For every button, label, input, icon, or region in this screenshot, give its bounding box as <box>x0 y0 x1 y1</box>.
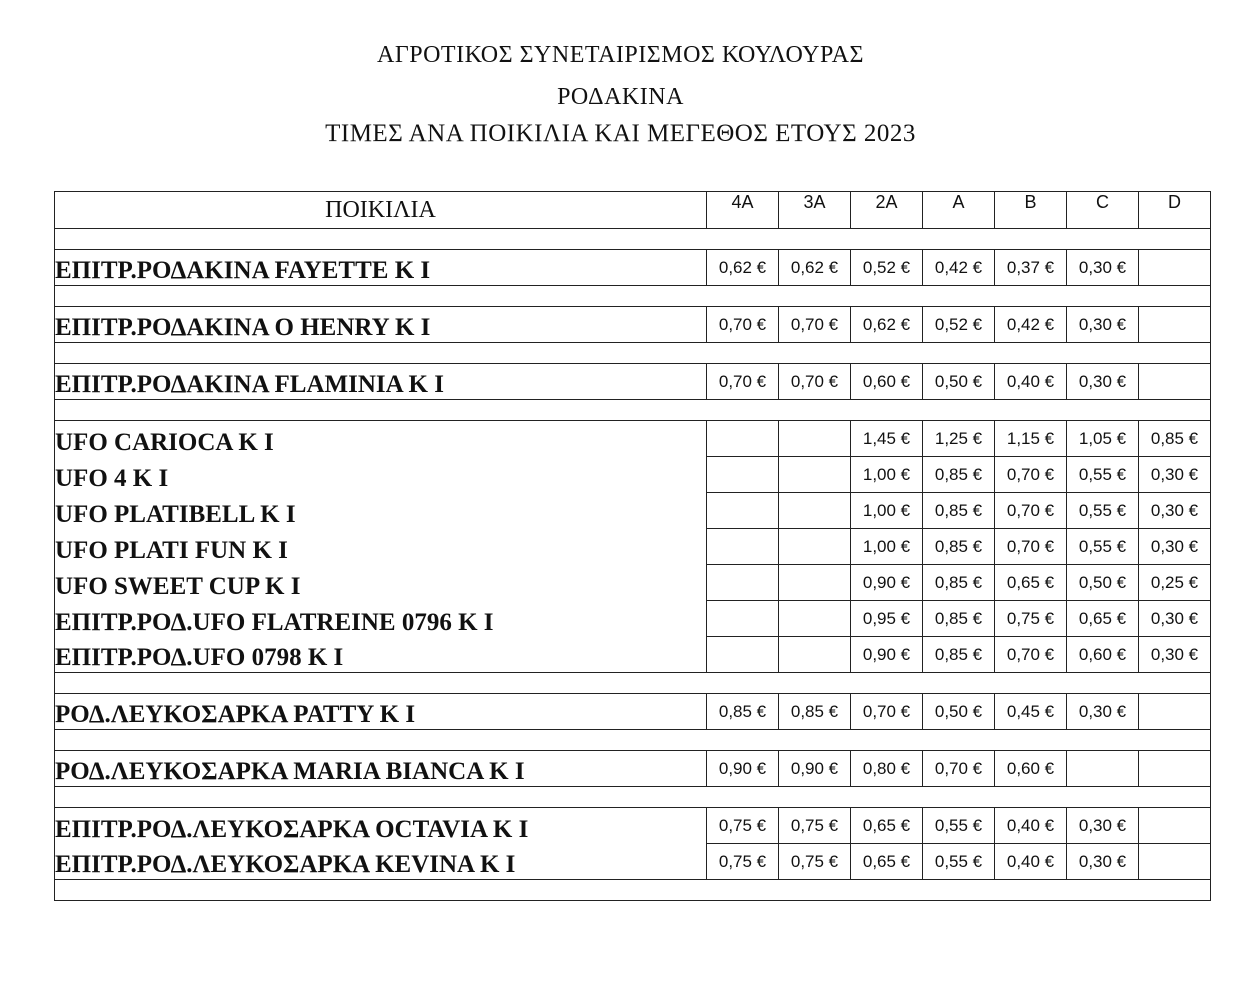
spacer-row <box>55 730 1211 751</box>
price-cell: 0,85 € <box>779 694 851 730</box>
price-cell: 0,70 € <box>995 493 1067 529</box>
price-cell: 1,00 € <box>851 493 923 529</box>
spacer-cell <box>55 400 1211 421</box>
price-cell: 0,90 € <box>707 751 779 787</box>
variety-name: UFO SWEET CUP K I <box>55 565 707 601</box>
price-cell <box>707 493 779 529</box>
price-cell <box>707 565 779 601</box>
table-row <box>55 250 1211 286</box>
price-cell: 0,75 € <box>707 808 779 844</box>
price-cell: 0,85 € <box>923 529 995 565</box>
price-cell: 0,42 € <box>923 250 995 286</box>
price-cell <box>1139 751 1211 787</box>
price-cell <box>1139 808 1211 844</box>
column-header-3a: 3A <box>779 192 851 229</box>
document-subtitle: ΤΙΜΕΣ ΑΝΑ ΠΟΙΚΙΛΙΑ ΚΑΙ ΜΕΓΕΘΟΣ ΕΤΟΥΣ 2023 <box>325 120 916 147</box>
variety-name: ΕΠΙΤΡ.ΡΟΔΑΚΙΝΑ FAYETTE K I <box>55 250 707 286</box>
price-cell: 0,85 € <box>923 565 995 601</box>
price-cell: 1,15 € <box>995 421 1067 457</box>
price-cell: 0,75 € <box>995 601 1067 637</box>
price-cell: 0,60 € <box>851 364 923 400</box>
spacer-cell <box>55 673 1211 694</box>
spacer-cell <box>55 229 1211 250</box>
column-header-a: A <box>923 192 995 229</box>
price-cell: 0,60 € <box>995 751 1067 787</box>
variety-name: ΕΠΙΤΡ.ΡΟΔΑΚΙΝΑ O HENRY K I <box>55 307 707 343</box>
price-cell: 0,55 € <box>923 844 995 880</box>
price-cell: 0,52 € <box>923 307 995 343</box>
price-cell: 0,70 € <box>995 529 1067 565</box>
table-row <box>55 751 1211 787</box>
variety-name: ΕΠΙΤΡ.ΡΟΔ.ΛΕΥΚΟΣΑΡΚΑ KEVINA K I <box>55 844 707 880</box>
spacer-row <box>55 343 1211 364</box>
spacer-row <box>55 673 1211 694</box>
table-row <box>55 307 1211 343</box>
price-cell: 0,65 € <box>995 565 1067 601</box>
price-cell <box>779 637 851 673</box>
price-cell: 0,70 € <box>923 751 995 787</box>
price-cell: 0,70 € <box>707 307 779 343</box>
price-cell: 0,50 € <box>923 694 995 730</box>
price-cell <box>1139 307 1211 343</box>
price-cell <box>779 565 851 601</box>
price-cell: 0,70 € <box>707 364 779 400</box>
price-cell: 0,85 € <box>923 601 995 637</box>
spacer-cell <box>55 343 1211 364</box>
price-cell: 0,90 € <box>851 637 923 673</box>
price-cell: 0,75 € <box>707 844 779 880</box>
price-cell <box>1139 694 1211 730</box>
price-cell: 0,37 € <box>995 250 1067 286</box>
price-cell: 0,45 € <box>995 694 1067 730</box>
price-table-body <box>55 229 1211 901</box>
price-cell: 0,95 € <box>851 601 923 637</box>
price-cell <box>779 457 851 493</box>
price-cell: 1,25 € <box>923 421 995 457</box>
price-cell: 0,65 € <box>851 844 923 880</box>
price-cell <box>1139 844 1211 880</box>
price-cell: 0,90 € <box>779 751 851 787</box>
price-cell: 0,55 € <box>1067 457 1139 493</box>
table-row <box>55 493 1211 529</box>
column-header-c: C <box>1067 192 1139 229</box>
variety-name: ΕΠΙΤΡ.ΡΟΔΑΚΙΝΑ FLAMINIA K I <box>55 364 707 400</box>
price-cell: 0,30 € <box>1067 250 1139 286</box>
price-cell <box>1067 751 1139 787</box>
price-cell: 0,50 € <box>923 364 995 400</box>
price-cell: 0,40 € <box>995 364 1067 400</box>
column-header-d: D <box>1139 192 1211 229</box>
spacer-cell <box>55 880 1211 901</box>
price-table <box>54 191 1211 901</box>
price-cell <box>1139 364 1211 400</box>
price-cell: 0,30 € <box>1139 601 1211 637</box>
price-cell: 0,40 € <box>995 808 1067 844</box>
price-cell: 0,62 € <box>779 250 851 286</box>
price-cell: 0,75 € <box>779 808 851 844</box>
table-row <box>55 529 1211 565</box>
price-cell: 0,85 € <box>923 637 995 673</box>
spacer-cell <box>55 286 1211 307</box>
variety-name: ΡΟΔ.ΛΕΥΚΟΣΑΡΚΑ MARIA BIANCA K I <box>55 751 707 787</box>
table-row <box>55 808 1211 844</box>
price-cell <box>707 601 779 637</box>
variety-name: UFO PLATIBELL K I <box>55 493 707 529</box>
price-cell: 0,55 € <box>1067 529 1139 565</box>
table-row <box>55 601 1211 637</box>
price-cell: 0,85 € <box>1139 421 1211 457</box>
price-cell: 0,30 € <box>1067 364 1139 400</box>
price-cell: 1,00 € <box>851 529 923 565</box>
price-cell <box>779 601 851 637</box>
variety-name: ΕΠΙΤΡ.ΡΟΔ.UFO 0798 K I <box>55 637 707 673</box>
price-cell <box>779 421 851 457</box>
price-cell <box>707 637 779 673</box>
price-cell <box>779 529 851 565</box>
price-cell: 0,30 € <box>1067 307 1139 343</box>
price-cell: 0,85 € <box>923 493 995 529</box>
price-cell: 0,65 € <box>1067 601 1139 637</box>
price-cell <box>779 493 851 529</box>
table-row <box>55 694 1211 730</box>
column-header-variety: ΠΟΙΚΙΛΙΑ <box>55 192 707 229</box>
price-cell: 0,70 € <box>995 637 1067 673</box>
variety-name: ΕΠΙΤΡ.ΡΟΔ.ΛΕΥΚΟΣΑΡΚΑ OCTAVIA K I <box>55 808 707 844</box>
table-row <box>55 637 1211 673</box>
price-cell: 0,30 € <box>1139 457 1211 493</box>
product-title: ΡΟΔΑΚΙΝΑ <box>557 84 684 110</box>
price-cell: 0,30 € <box>1139 493 1211 529</box>
price-cell <box>707 421 779 457</box>
spacer-cell <box>55 787 1211 808</box>
price-cell: 0,62 € <box>851 307 923 343</box>
price-cell: 0,80 € <box>851 751 923 787</box>
price-cell: 0,70 € <box>995 457 1067 493</box>
price-cell: 1,00 € <box>851 457 923 493</box>
price-cell: 0,60 € <box>1067 637 1139 673</box>
price-cell: 0,55 € <box>1067 493 1139 529</box>
spacer-row <box>55 286 1211 307</box>
spacer-row <box>55 880 1211 901</box>
price-cell: 0,30 € <box>1067 808 1139 844</box>
price-cell: 0,30 € <box>1067 844 1139 880</box>
price-cell: 0,85 € <box>707 694 779 730</box>
price-cell <box>1139 250 1211 286</box>
variety-name: UFO 4 K I <box>55 457 707 493</box>
price-cell: 0,70 € <box>851 694 923 730</box>
price-cell: 0,90 € <box>851 565 923 601</box>
price-cell: 0,30 € <box>1139 529 1211 565</box>
spacer-row <box>55 400 1211 421</box>
column-header-4a: 4A <box>707 192 779 229</box>
column-header-2a: 2A <box>851 192 923 229</box>
variety-name: UFO CARIOCA K I <box>55 421 707 457</box>
price-cell: 0,85 € <box>923 457 995 493</box>
header-row <box>55 192 1211 229</box>
table-row <box>55 457 1211 493</box>
price-cell: 1,45 € <box>851 421 923 457</box>
cooperative-title: ΑΓΡΟΤΙΚΟΣ ΣΥΝΕΤΑΙΡΙΣΜΟΣ ΚΟΥΛΟΥΡΑΣ <box>377 42 864 68</box>
price-cell: 0,30 € <box>1139 637 1211 673</box>
price-cell: 0,70 € <box>779 307 851 343</box>
price-cell: 0,30 € <box>1067 694 1139 730</box>
price-cell: 0,40 € <box>995 844 1067 880</box>
spacer-cell <box>55 730 1211 751</box>
price-cell <box>707 529 779 565</box>
price-cell: 0,42 € <box>995 307 1067 343</box>
spacer-row <box>55 787 1211 808</box>
price-cell: 0,75 € <box>779 844 851 880</box>
variety-name: ΕΠΙΤΡ.ΡΟΔ.UFO FLATREINE 0796 K I <box>55 601 707 637</box>
table-row <box>55 844 1211 880</box>
price-cell: 0,50 € <box>1067 565 1139 601</box>
table-row <box>55 421 1211 457</box>
spacer-row <box>55 229 1211 250</box>
price-cell: 1,05 € <box>1067 421 1139 457</box>
table-row <box>55 565 1211 601</box>
column-header-b: B <box>995 192 1067 229</box>
price-cell: 0,70 € <box>779 364 851 400</box>
table-row <box>55 364 1211 400</box>
variety-name: UFO PLATI FUN K I <box>55 529 707 565</box>
price-cell: 0,25 € <box>1139 565 1211 601</box>
price-cell: 0,52 € <box>851 250 923 286</box>
price-cell: 0,55 € <box>923 808 995 844</box>
price-cell: 0,65 € <box>851 808 923 844</box>
price-cell: 0,62 € <box>707 250 779 286</box>
price-cell <box>707 457 779 493</box>
variety-name: ΡΟΔ.ΛΕΥΚΟΣΑΡΚΑ PATTY K I <box>55 694 707 730</box>
